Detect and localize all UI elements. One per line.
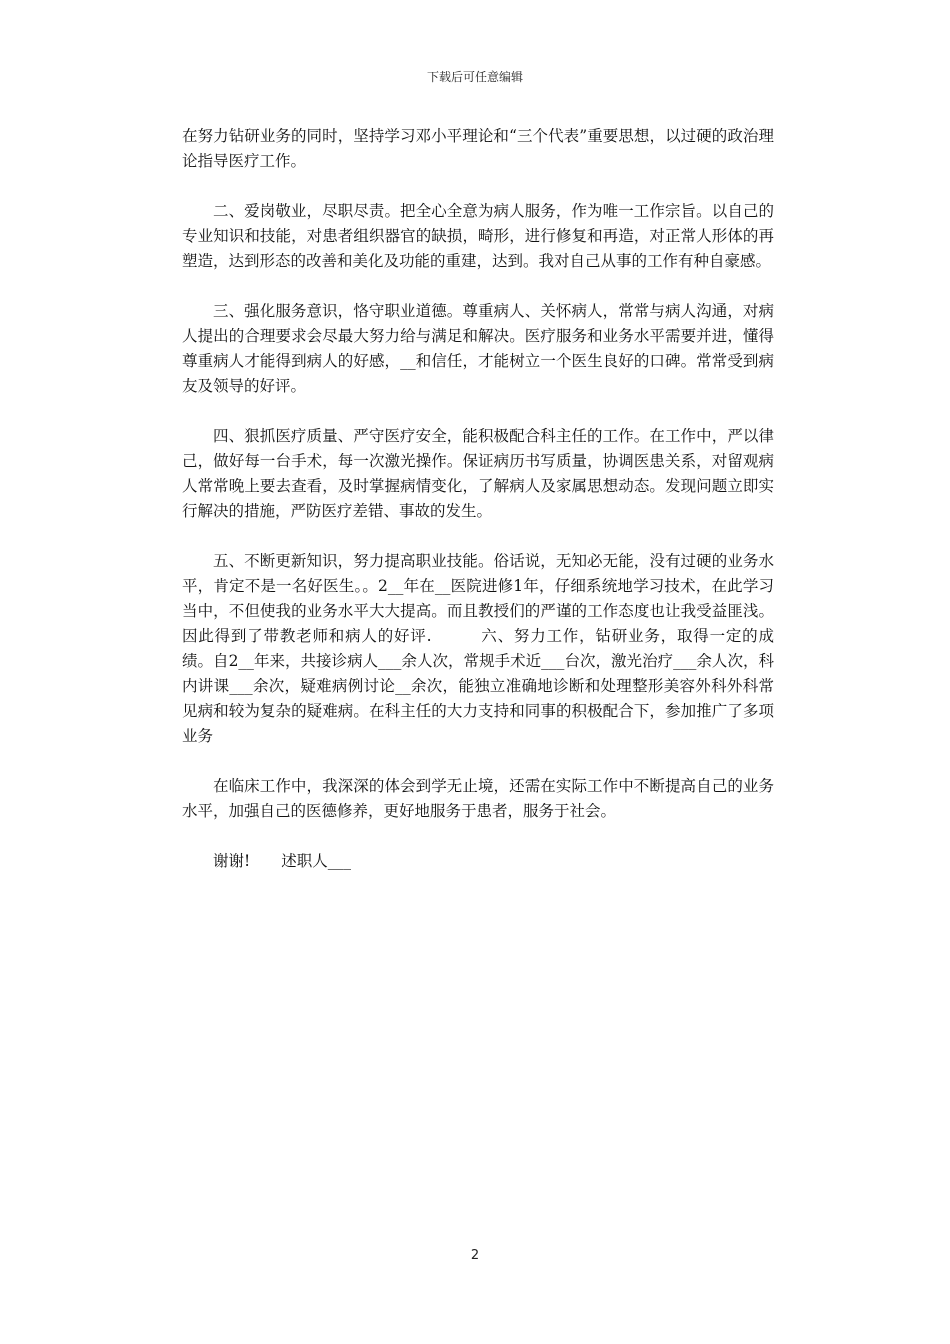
document-body [182,124,774,874]
paragraph-section-2: 二、爱岗敬业，尽职尽责。把全心全意为病人服务，作为唯一工作宗旨。以自己的专业知识和技能，对患者组织器官的缺损，畸形，进行修复和再造，对正常人形体的再塑造，达到形态的改善和美化及功能的重建，达到。我对自己从事的工作有种自豪感。 [182,202,774,270]
page-header: 下载后可任意编辑 [426,70,523,84]
paragraph-section-3: 三、强化服务意识，恪守职业道德。尊重病人、关怀病人，常常与病人沟通，对病人提出的合理要求会尽最大努力给与满足和解决。医疗服务和业务水平需要并进，懂得尊重病人才能得到病人的好感，__和信任，才能树立一个医生良好的口碑。常常受到病友及领导的好评。 [182,302,774,395]
page-number: 2 [470,1248,480,1263]
paragraph-section-5: 五、不断更新知识，努力提高职业技能。俗话说，无知必无能，没有过硬的业务水平，肯定不是一名好医生。。2__年在__医院进修1年，仔细系统地学习技术，在此学习当中，不但使我的业务水平大大提高。而且教授们的严谨的工作态度也让我受益匪浅。因此得到了带教老师和病人的好评. 六、努力工作，钻研业务，取得一定的成绩。自2__年来，共接诊病人___余人次，常规手术近___台次，激光治疗___余人次，科内讲课___余次，疑难病例讨论__余次，能独立准确地诊断和处理整形美容外科外科常见病和较为复杂的疑难病。在科主任的大力支持和同事的积极配合下，参加推广了多项业务 [182,552,774,745]
paragraph-section-4: 四、狠抓医疗质量、严守医疗安全，能积极配合科主任的工作。在工作中，严以律己，做好每一台手术，每一次激光操作。保证病历书写质量，协调医患关系，对留观病人常常晚上要去查看，及时掌握病情变化，了解病人及家属思想动态。发现问题立即实行解决的措施，严防医疗差错、事故的发生。 [182,427,774,520]
closing-signature: 谢谢! 述职人___ [213,852,351,870]
paragraph-continuation: 在努力钻研业务的同时，坚持学习邓小平理论和“三个代表”重要思想，以过硬的政治理论指导医疗工作。 [182,127,774,170]
paragraph-conclusion: 在临床工作中，我深深的体会到学无止境，还需在实际工作中不断提高自己的业务水平，加强自己的医德修养，更好地服务于患者，服务于社会。 [182,777,774,820]
